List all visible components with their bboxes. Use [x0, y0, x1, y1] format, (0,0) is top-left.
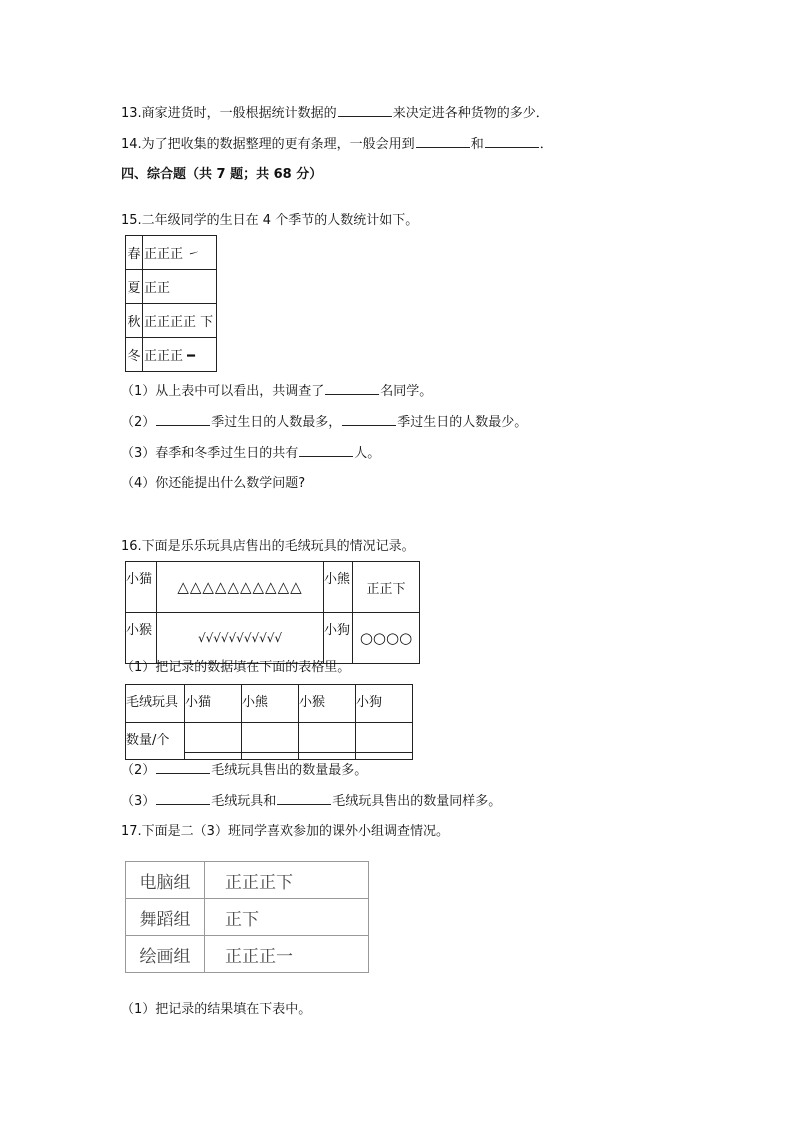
answer-cell[interactable]: [356, 753, 413, 760]
question-14: 14.为了把收集的数据整理的更有条理，一般会用到 和 ．: [121, 137, 553, 152]
answer-blank[interactable]: [156, 792, 210, 805]
question-15-part-3: （3）春季和冬季过生日的共有 人。: [121, 446, 381, 461]
answer-blank[interactable]: [277, 792, 331, 805]
section-heading: 四、综合题（共 7 题；共 68 分）: [121, 167, 323, 182]
birthday-tally-table: [125, 235, 217, 372]
toy-label-cell: 小猫: [126, 562, 157, 613]
answer-blank[interactable]: [156, 761, 210, 774]
tally-cell: 正正正 ㇀: [143, 236, 217, 270]
table-row: [126, 236, 217, 270]
season-cell: 夏: [126, 270, 143, 304]
answer-blank[interactable]: [299, 444, 353, 457]
answer-cell[interactable]: [242, 723, 299, 753]
table-row: [126, 613, 420, 664]
tally-cell: 正正正正 下: [143, 304, 217, 338]
answer-blank[interactable]: [416, 135, 470, 148]
season-cell: 春: [126, 236, 143, 270]
table-row: [126, 338, 217, 372]
table-header-row: [126, 685, 413, 723]
table-row: [126, 936, 369, 973]
tally-cell: 正正正 ━: [143, 338, 217, 372]
group-cell: 舞蹈组: [126, 899, 205, 936]
toy-record-table: [125, 561, 420, 664]
tally-cell: 正正正一: [205, 936, 369, 973]
group-cell: 电脑组: [126, 862, 205, 899]
answer-cell[interactable]: [185, 723, 242, 753]
header-cell: 小猫: [185, 685, 242, 723]
season-cell: 冬: [126, 338, 143, 372]
question-15-part-4: （4）你还能提出什么数学问题?: [121, 476, 306, 491]
answer-cell[interactable]: [356, 723, 413, 753]
header-cell: 小熊: [242, 685, 299, 723]
table-row: [126, 304, 217, 338]
club-survey-table: [125, 861, 369, 973]
toy-label-cell: 小熊: [324, 562, 353, 613]
question-16-title: 16.下面是乐乐玩具店售出的毛绒玩具的情况记录。: [121, 539, 415, 554]
header-cell: 毛绒玩具: [126, 685, 185, 723]
question-15-part-1: （1）从上表中可以看出，共调查了 名同学。: [121, 384, 433, 399]
question-15-part-2: （2） 季过生日的人数最多， 季过生日的人数最少。: [121, 415, 528, 430]
tally-cell: 正正正下: [205, 862, 369, 899]
question-15-title: 15.二年级同学的生日在 4 个季节的人数统计如下。: [121, 213, 419, 228]
question-16-part-3: （3） 毛绒玩具和 毛绒玩具售出的数量同样多。: [121, 794, 502, 809]
row-label-cell: 数量/个: [126, 723, 185, 760]
question-13: 13.商家进货时，一般根据统计数据的 来决定进各种货物的多少．: [121, 106, 549, 121]
check-tally-cell: √√√√√√√√√√√: [157, 613, 324, 664]
answer-blank[interactable]: [342, 413, 396, 426]
circle-tally-cell: ○○○○: [353, 613, 420, 664]
question-16-part-1: （1）把记录的数据填在下面的表格里。: [121, 660, 351, 675]
answer-cell[interactable]: [299, 723, 356, 753]
question-16-part-2: （2） 毛绒玩具售出的数量最多。: [121, 763, 368, 778]
toy-label-cell: 小狗: [324, 613, 353, 664]
table-row: [126, 562, 420, 613]
season-cell: 秋: [126, 304, 143, 338]
toy-label-cell: 小猴: [126, 613, 157, 664]
answer-blank[interactable]: [338, 104, 392, 117]
header-cell: 小猴: [299, 685, 356, 723]
answer-cell[interactable]: [299, 753, 356, 760]
tally-cell: 正下: [205, 899, 369, 936]
question-17-title: 17.下面是二（3）班同学喜欢参加的课外小组调查情况。: [121, 824, 449, 839]
table-row: [126, 899, 369, 936]
answer-blank[interactable]: [325, 382, 379, 395]
answer-blank[interactable]: [485, 135, 539, 148]
table-row: [126, 270, 217, 304]
toy-count-table: [125, 684, 413, 760]
header-cell: 小狗: [356, 685, 413, 723]
answer-cell[interactable]: [242, 753, 299, 760]
answer-cell[interactable]: [185, 753, 242, 760]
question-17-part-1: （1）把记录的结果填在下表中。: [121, 1002, 312, 1017]
tally-cell: 正正: [143, 270, 217, 304]
triangle-tally-cell: △△△△△△△△△△: [157, 562, 324, 613]
tally-cell: 正正下: [353, 562, 420, 613]
answer-blank[interactable]: [156, 413, 210, 426]
table-row: [126, 862, 369, 899]
group-cell: 绘画组: [126, 936, 205, 973]
table-row: [126, 723, 413, 753]
